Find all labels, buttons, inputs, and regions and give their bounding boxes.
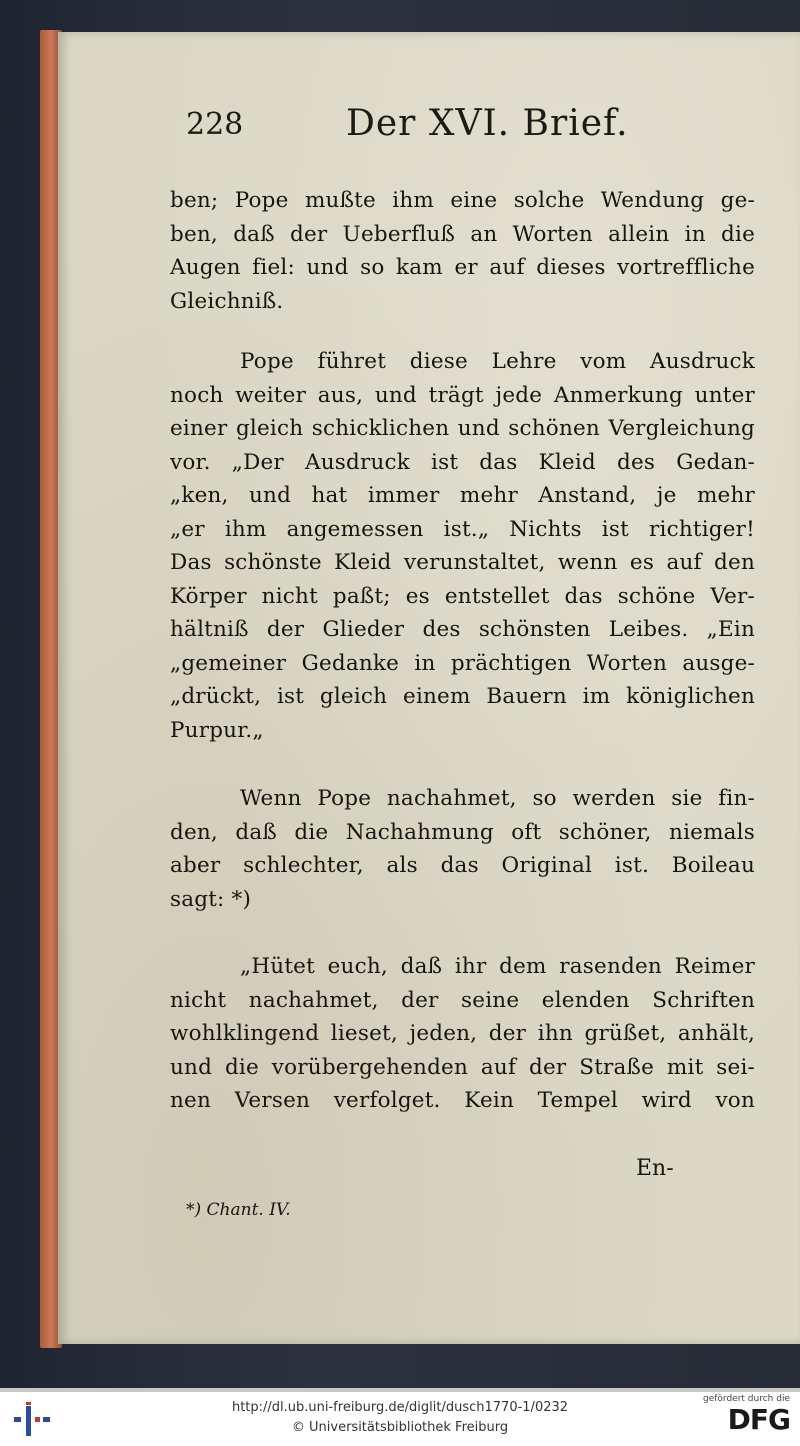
paragraph-2 [170,345,755,747]
text-line: Purpur.„ [170,717,264,743]
text-line: noch weiter aus, und trägt jede Anmerkung unter [170,382,755,408]
text-line: Gleichniß. [170,288,284,314]
text-line: „drückt, ist gleich einem Bauern im königlichen [170,684,755,709]
text-line: einer gleich schicklichen und schönen Vergleichung [170,416,755,441]
funding-caption: gefördert durch die [703,1394,790,1404]
copyright-notice: © Universitätsbibliothek Freiburg [291,1420,509,1435]
text-line: ben, daß der Ueberfluß an Worten allein in die [170,221,755,247]
dfg-funding-logo [700,1394,790,1435]
text-line: „Hütet euch, daß ihr dem rasenden Reimer [240,954,755,979]
paragraph-1 [170,184,755,318]
text-line: Körper nicht paßt; es entstellet das schöne Ver- [170,583,755,609]
permalink-url[interactable]: http://dl.ub.uni-freiburg.de/diglit/dusch1770-1/0232 [231,1400,569,1415]
text-line: den, daß die Nachahmung oft schöner, niemals [170,819,755,845]
text-line: wohlklingend lieset, jeden, der ihn grüßet, anhält, [170,1021,755,1046]
catchword: En- [636,1156,674,1181]
text-line: „er ihm angemessen ist.„ Nichts ist richtiger! [170,516,755,542]
dfg-logo-text: DFG [727,1403,790,1436]
text-line: und die vorübergehenden auf der Straße mit sei- [170,1054,755,1080]
text-line: Wenn Pope nachahmet, so werden sie fin- [240,786,755,811]
text-line: aber schlechter, als das Original ist. Boileau [170,853,755,878]
text-line: nen Versen verfolget. Kein Tempel wird von [170,1088,755,1113]
text-line: Augen fiel: und so kam er auf dieses vortreffliche [170,255,755,280]
text-line: sagt: *) [170,886,252,912]
text-line: ben; Pope mußte ihm eine solche Wendung ge- [170,188,755,213]
text-line: Pope führet diese Lehre vom Ausdruck [240,349,755,374]
footnote: *) Chant. IV. [186,1200,291,1220]
text-line: nicht nachahmet, der seine elenden Schriften [170,987,755,1013]
book-page [58,32,800,1344]
viewer-footer [0,1388,800,1446]
text-line: Das schönste Kleid verunstaltet, wenn es auf den [170,550,755,575]
paragraph-3 [170,782,755,916]
paragraph-4 [170,950,755,1118]
page-number: 228 [186,107,244,142]
running-title: Der XVI. Brief. [346,103,629,144]
text-line: „ken, und hat immer mehr Anstand, je mehr [170,483,755,508]
text-line: vor. „Der Ausdruck ist das Kleid des Gedan- [170,449,755,475]
footer-divider [0,1388,800,1392]
page-header [186,103,746,157]
text-line: hältniß der Glieder des schönsten Leibes. „Ein [170,617,755,642]
text-line: „gemeiner Gedanke in prächtigen Worten ausge- [170,650,755,676]
